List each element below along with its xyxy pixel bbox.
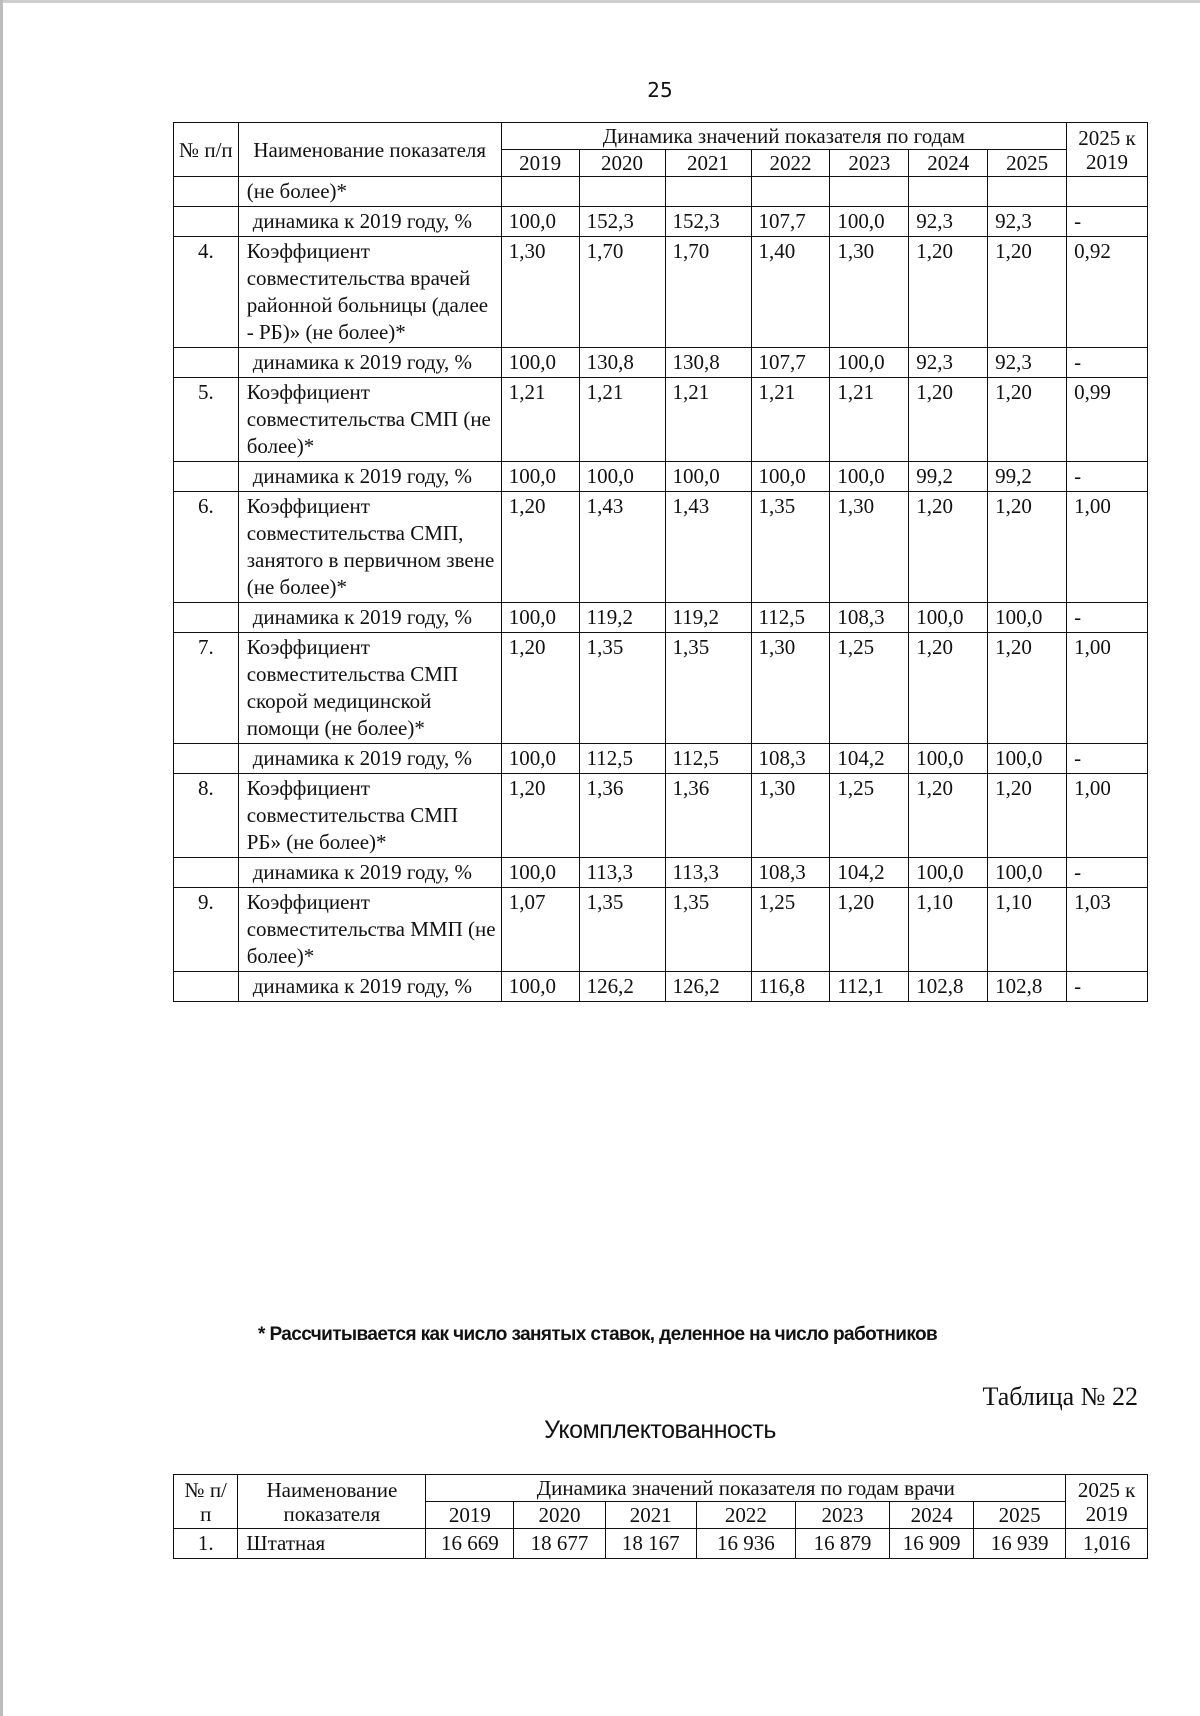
table-row	[174, 633, 1148, 744]
table-row	[174, 1529, 1148, 1559]
staffing-table	[173, 1474, 1148, 1559]
row-num	[174, 744, 239, 774]
row-value: 1,20	[909, 378, 988, 462]
row-value	[909, 177, 988, 207]
row-value: 100,0	[988, 603, 1067, 633]
row-value: 1,25	[751, 888, 830, 972]
row-num: 7.	[174, 633, 239, 744]
row-value: 16 669	[426, 1529, 514, 1559]
row-value: 112,5	[579, 744, 665, 774]
row-value	[579, 177, 665, 207]
row-ratio	[1067, 177, 1148, 207]
row-value: 1,30	[751, 774, 830, 858]
row-value: 1,20	[909, 492, 988, 603]
header-year-2023: 2023	[830, 150, 909, 177]
row-value: 1,36	[579, 774, 665, 858]
row-num	[174, 177, 239, 207]
row-value: 1,20	[501, 492, 579, 603]
row-name: динамика к 2019 году, %	[238, 603, 501, 633]
header-num: № п/п	[174, 1475, 238, 1529]
row-value: 16 936	[696, 1529, 795, 1559]
row-value: 126,2	[665, 972, 751, 1002]
table-row	[174, 237, 1148, 348]
row-value: 100,0	[830, 348, 909, 378]
table-row	[174, 858, 1148, 888]
row-value	[751, 177, 830, 207]
row-value: 1,30	[830, 492, 909, 603]
table-row	[174, 744, 1148, 774]
row-value: 119,2	[665, 603, 751, 633]
footnote: * Рассчитывается как число занятых ставок, деленное на число работников	[258, 1324, 938, 1345]
row-value: 16 909	[890, 1529, 974, 1559]
row-name: Коэффициент совместительства ММП (не более)*	[238, 888, 501, 972]
header-year-2020: 2020	[579, 150, 665, 177]
row-value: 130,8	[579, 348, 665, 378]
row-name: Коэффициент совместительства СМП скорой медицинской помощи (не более)*	[238, 633, 501, 744]
row-value: 1,20	[988, 633, 1067, 744]
header-year-2019: 2019	[426, 1502, 514, 1529]
row-value: 107,7	[751, 207, 830, 237]
row-name: динамика к 2019 году, %	[238, 972, 501, 1002]
row-value: 1,35	[665, 633, 751, 744]
row-value: 1,25	[830, 774, 909, 858]
row-name: Штатная	[238, 1529, 426, 1559]
table-row	[174, 462, 1148, 492]
row-ratio: 1,016	[1066, 1529, 1148, 1559]
row-ratio: -	[1067, 348, 1148, 378]
row-value: 92,3	[909, 348, 988, 378]
row-num: 9.	[174, 888, 239, 972]
row-value: 100,0	[909, 603, 988, 633]
row-value: 100,0	[501, 858, 579, 888]
row-value: 119,2	[579, 603, 665, 633]
row-name: Коэффициент совместительства врачей районной больницы (далее - РБ)» (не более)*	[238, 237, 501, 348]
row-ratio: 0,92	[1067, 237, 1148, 348]
header-group: Динамика значений показателя по годам	[501, 123, 1066, 150]
row-num	[174, 603, 239, 633]
row-ratio: -	[1067, 462, 1148, 492]
header-year-2025: 2025	[973, 1502, 1065, 1529]
row-value: 1,10	[909, 888, 988, 972]
row-value: 1,10	[988, 888, 1067, 972]
row-value: 1,20	[988, 378, 1067, 462]
header-name: Наименование показателя	[238, 123, 501, 177]
row-value: 99,2	[988, 462, 1067, 492]
row-value: 16 879	[795, 1529, 890, 1559]
row-value: 1,20	[909, 237, 988, 348]
row-value: 152,3	[665, 207, 751, 237]
table-row	[174, 603, 1148, 633]
row-value: 1,35	[751, 492, 830, 603]
row-value: 104,2	[830, 744, 909, 774]
row-value: 102,8	[988, 972, 1067, 1002]
row-value: 1,30	[751, 633, 830, 744]
row-value: 100,0	[988, 858, 1067, 888]
header-year-2019: 2019	[501, 150, 579, 177]
header-year-2022: 2022	[696, 1502, 795, 1529]
row-num: 1.	[174, 1529, 238, 1559]
row-name: динамика к 2019 году, %	[238, 744, 501, 774]
row-value: 100,0	[909, 744, 988, 774]
table-row	[174, 348, 1148, 378]
row-value: 116,8	[751, 972, 830, 1002]
row-num	[174, 858, 239, 888]
row-value: 108,3	[751, 858, 830, 888]
row-value: 1,20	[909, 774, 988, 858]
row-value: 100,0	[501, 972, 579, 1002]
table-row	[174, 378, 1148, 462]
header-ratio: 2025 к 2019	[1067, 123, 1148, 177]
row-value: 100,0	[909, 858, 988, 888]
row-value: 1,43	[579, 492, 665, 603]
header-year-2020: 2020	[514, 1502, 605, 1529]
row-value: 100,0	[501, 348, 579, 378]
row-value: 1,35	[579, 633, 665, 744]
row-ratio: 0,99	[1067, 378, 1148, 462]
row-value: 1,20	[909, 633, 988, 744]
row-value: 1,35	[579, 888, 665, 972]
header-year-2024: 2024	[890, 1502, 974, 1529]
row-ratio: -	[1067, 972, 1148, 1002]
page-number: 25	[647, 78, 673, 102]
row-value: 1,21	[665, 378, 751, 462]
header-year-2021: 2021	[605, 1502, 696, 1529]
row-ratio: -	[1067, 744, 1148, 774]
row-value: 100,0	[501, 744, 579, 774]
table-row	[174, 207, 1148, 237]
row-num: 8.	[174, 774, 239, 858]
row-value: 1,30	[830, 237, 909, 348]
row-value: 1,36	[665, 774, 751, 858]
row-value: 16 939	[973, 1529, 1065, 1559]
header-year-2021: 2021	[665, 150, 751, 177]
row-value: 100,0	[501, 462, 579, 492]
row-name: динамика к 2019 году, %	[238, 462, 501, 492]
table-title: Укомплектованность	[544, 1416, 776, 1444]
row-value: 92,3	[988, 207, 1067, 237]
row-num: 4.	[174, 237, 239, 348]
row-value: 1,20	[830, 888, 909, 972]
table-label: Таблица № 22	[982, 1382, 1138, 1411]
header-num: № п/п	[174, 123, 239, 177]
row-value: 1,20	[988, 492, 1067, 603]
header-year-2023: 2023	[795, 1502, 890, 1529]
row-value: 100,0	[501, 207, 579, 237]
row-value: 100,0	[665, 462, 751, 492]
row-value: 102,8	[909, 972, 988, 1002]
row-value: 1,35	[665, 888, 751, 972]
header-ratio: 2025 к 2019	[1066, 1475, 1148, 1529]
row-num	[174, 462, 239, 492]
row-name: динамика к 2019 году, %	[238, 348, 501, 378]
row-value: 1,43	[665, 492, 751, 603]
row-name: Коэффициент совместительства СМП, занятого в первичном звене (не более)*	[238, 492, 501, 603]
row-value	[988, 177, 1067, 207]
row-value: 1,21	[501, 378, 579, 462]
row-value: 104,2	[830, 858, 909, 888]
row-value: 1,20	[988, 774, 1067, 858]
row-name: динамика к 2019 году, %	[238, 207, 501, 237]
row-ratio: -	[1067, 858, 1148, 888]
header-name: Наименование показателя	[238, 1475, 426, 1529]
header-year-2024: 2024	[909, 150, 988, 177]
row-value: 112,5	[665, 744, 751, 774]
row-ratio: 1,03	[1067, 888, 1148, 972]
row-name: Коэффициент совместительства СМП (не более)*	[238, 378, 501, 462]
row-value: 1,25	[830, 633, 909, 744]
row-value: 130,8	[665, 348, 751, 378]
row-value: 1,21	[751, 378, 830, 462]
row-value: 100,0	[988, 744, 1067, 774]
table-row	[174, 888, 1148, 972]
row-value: 112,1	[830, 972, 909, 1002]
row-value: 108,3	[830, 603, 909, 633]
row-ratio: 1,00	[1067, 774, 1148, 858]
row-value: 92,3	[988, 348, 1067, 378]
row-value: 1,21	[579, 378, 665, 462]
row-value	[830, 177, 909, 207]
row-value: 126,2	[579, 972, 665, 1002]
row-value: 1,20	[501, 774, 579, 858]
table-row	[174, 177, 1148, 207]
row-value: 108,3	[751, 744, 830, 774]
row-num: 6.	[174, 492, 239, 603]
row-value: 100,0	[501, 603, 579, 633]
row-value: 18 167	[605, 1529, 696, 1559]
row-value: 100,0	[830, 462, 909, 492]
row-value: 100,0	[579, 462, 665, 492]
row-value: 92,3	[909, 207, 988, 237]
row-value: 1,30	[501, 237, 579, 348]
row-num	[174, 207, 239, 237]
row-value: 1,07	[501, 888, 579, 972]
row-value: 100,0	[830, 207, 909, 237]
table-row	[174, 972, 1148, 1002]
row-value	[665, 177, 751, 207]
row-value	[501, 177, 579, 207]
table-row	[174, 492, 1148, 603]
row-name: (не более)*	[238, 177, 501, 207]
row-value: 99,2	[909, 462, 988, 492]
row-value: 1,70	[579, 237, 665, 348]
scan-edge-top	[0, 0, 1200, 3]
row-ratio: 1,00	[1067, 633, 1148, 744]
row-value: 100,0	[751, 462, 830, 492]
header-year-2025: 2025	[988, 150, 1067, 177]
row-num	[174, 348, 239, 378]
row-value: 1,20	[988, 237, 1067, 348]
row-value: 1,20	[501, 633, 579, 744]
row-value: 107,7	[751, 348, 830, 378]
header-group: Динамика значений показателя по годам врачи	[426, 1475, 1066, 1502]
row-value: 112,5	[751, 603, 830, 633]
row-value: 152,3	[579, 207, 665, 237]
row-value: 18 677	[514, 1529, 605, 1559]
row-name: динамика к 2019 году, %	[238, 858, 501, 888]
row-name: Коэффициент совместительства СМП РБ» (не более)*	[238, 774, 501, 858]
row-value: 113,3	[665, 858, 751, 888]
row-num	[174, 972, 239, 1002]
row-ratio: 1,00	[1067, 492, 1148, 603]
scan-edge-left	[0, 0, 3, 1716]
row-ratio: -	[1067, 207, 1148, 237]
row-value: 113,3	[579, 858, 665, 888]
row-value: 1,21	[830, 378, 909, 462]
row-num: 5.	[174, 378, 239, 462]
indicator-table	[173, 122, 1148, 1002]
row-value: 1,40	[751, 237, 830, 348]
header-year-2022: 2022	[751, 150, 830, 177]
table-row	[174, 774, 1148, 858]
row-ratio: -	[1067, 603, 1148, 633]
row-value: 1,70	[665, 237, 751, 348]
